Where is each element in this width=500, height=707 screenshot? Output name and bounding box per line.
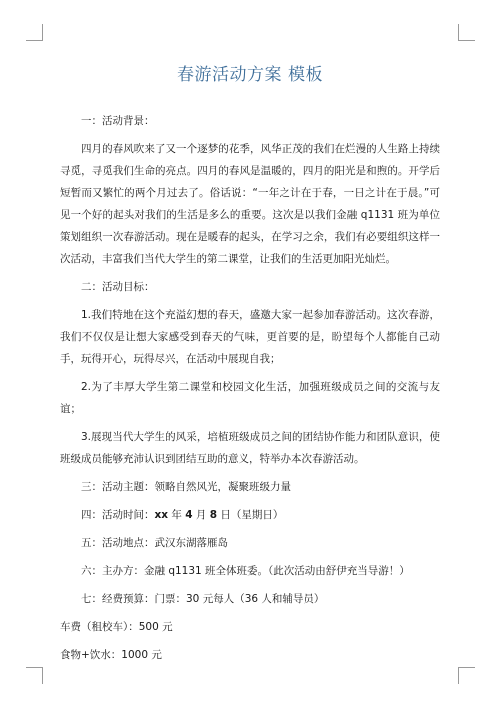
time-suffix: 日（星期日）	[217, 509, 284, 521]
section-organizer: 六：主办方：金融 q1131 班全体班委。（此次活动由舒伊充当导游！）	[81, 565, 410, 577]
section-location: 五：活动地点：武汉东湖落雁岛	[81, 537, 228, 549]
goal-item-1: 1.我们特地在这个充溢幻想的春天，盛邀大家一起参加春游活动。这次春游，我们不仅仅是让想大家感受到春天的气味，更首要的是，盼望每个人都能自己动手，玩得开心，玩得尽兴，在活动中展现自我；	[60, 309, 440, 365]
time-prefix: 四：活动时间：	[81, 509, 155, 521]
section-theme: 三：活动主题：领略自然风光，凝聚班级力量	[81, 481, 291, 493]
crop-mark-bottom-left	[26, 667, 43, 684]
budget-bus-fee: 车费（租校车）：500 元	[60, 621, 173, 633]
time-month-value: 4	[185, 509, 193, 521]
budget-food-fee: 食物+饮水：1000 元	[60, 649, 162, 661]
section-background-text: 四月的春风吹来了又一个逐梦的花季，风华正茂的我们在烂漫的人生路上持续寻觅，寻觅我们生命的亮点。四月的春风是温暖的，四月的阳光是和煦的。开学后短暂而又繁忙的两个月过去了。俗话说：“一年之计在于春，一日之计在于晨。”可见一个好的起头对我们的生活是多么的重要。这次是以我们金融 q1131 班为单位策划组织一次春游活动。现在是暖春的起头，在学习之余，我们有必要组织这样一次活动，丰富我们当代大学生的第二课堂，让我们的生活更加阳光灿烂。	[60, 143, 440, 265]
document-body	[60, 110, 440, 666]
crop-mark-bottom-right	[458, 667, 475, 684]
goal-item-2: 2.为了丰厚大学生第二课堂和校园文化生活，加强班级成员之间的交流与友谊；	[60, 381, 440, 415]
time-month-unit: 月	[192, 509, 210, 521]
document-title: 春游活动方案 模板	[177, 65, 323, 85]
time-year-value: xx	[154, 509, 169, 521]
goal-item-3: 3.展现当代大学生的风采，培植班级成员之间的团结协作能力和团队意识，使班级成员能够充沛认识到团结互助的意义，特举办本次春游活动。	[60, 431, 440, 465]
section-budget: 七：经费预算：门票：30 元每人（36 人和辅导员）	[81, 593, 325, 605]
time-day-value: 8	[209, 509, 218, 521]
crop-mark-top-left	[26, 24, 43, 41]
crop-mark-top-right	[458, 24, 475, 41]
time-year-unit: 年	[168, 509, 186, 521]
section-background-heading: 一：活动背景：	[81, 115, 155, 127]
section-goal-heading: 二：活动目标：	[81, 281, 155, 293]
section-time	[60, 504, 440, 526]
